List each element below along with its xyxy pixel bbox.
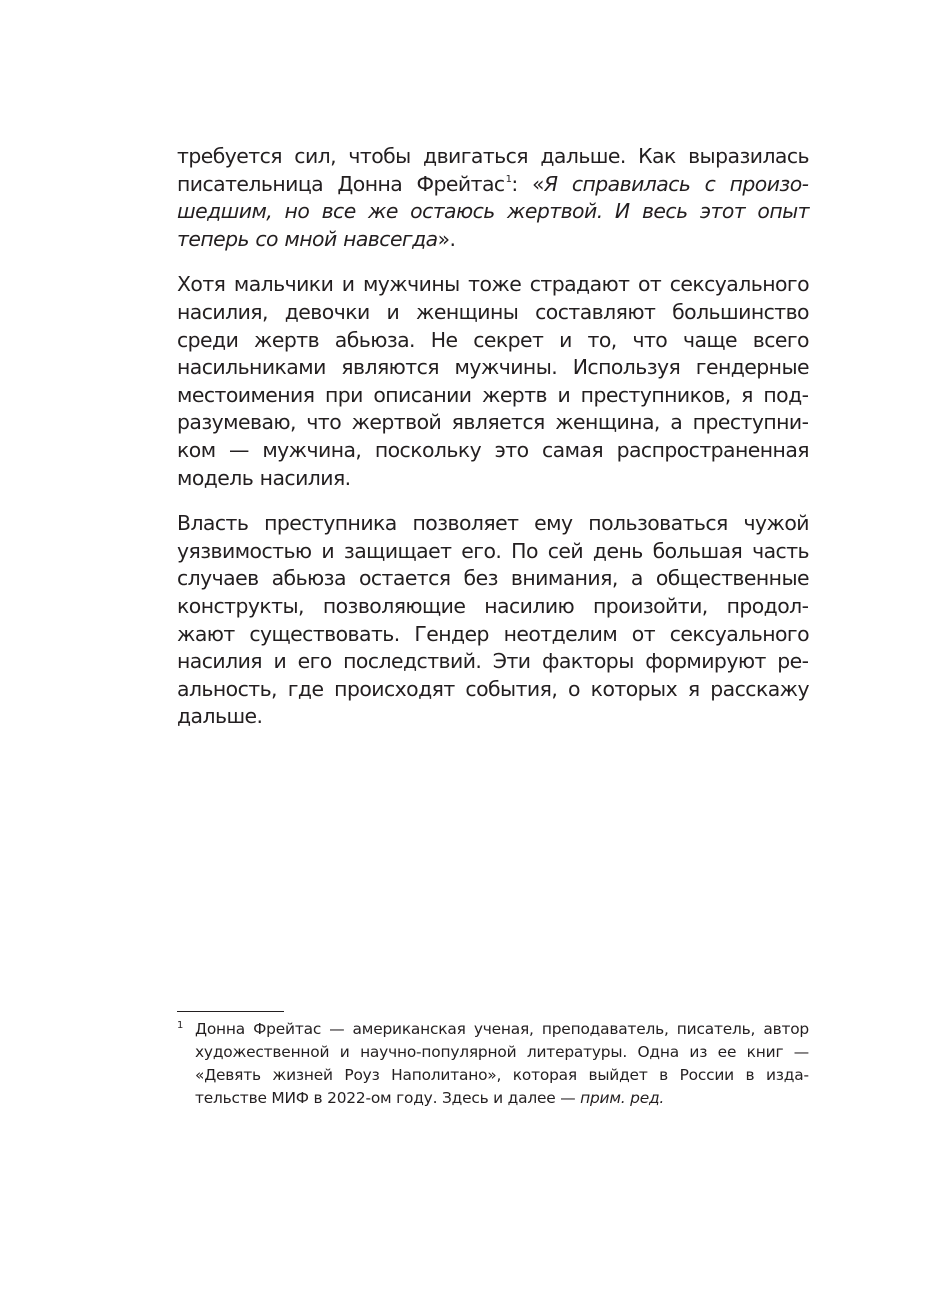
footnote-number: 1 bbox=[177, 1020, 184, 1031]
footnote-reference[interactable]: 1 bbox=[505, 173, 512, 185]
main-text bbox=[177, 143, 809, 731]
footnote-body: Донна Фрейтас — американская ученая, преподаватель, писатель, автор художественной и научно-популярной литературы. Одна из ее книг — «Девять жизней Роуз Наполитано», которая выйдет в России в издательстве МИФ в 2022-ом году. Здесь и далее — bbox=[195, 1020, 809, 1107]
paragraph-1 bbox=[177, 143, 809, 253]
paragraph-1-quote: Я справилась с произошедшим, но все же остаюсь жертвой. И весь этот опыт теперь со мной навсегда bbox=[177, 171, 809, 251]
paragraph-1-quote-open: : « bbox=[511, 171, 544, 196]
paragraph-1-quote-close: ». bbox=[437, 226, 456, 251]
footnote-separator bbox=[177, 1011, 284, 1012]
footnote bbox=[177, 1018, 809, 1110]
footnote-editor-note: прим. ред. bbox=[580, 1089, 665, 1107]
paragraph-3: Власть преступника позволяет ему пользоваться чужой уязвимостью и защищает его. По сей день большая часть случаев абьюза остается без внимания, а общественные конструкты, позволяющие насилию произойти, продолжают существовать. Гендер неотделим от сексуального насилия и его последствий. Эти факторы формируют реальность, где происходят события, о которых я расскажу дальше. bbox=[177, 511, 809, 729]
footnote-text bbox=[195, 1018, 809, 1110]
paragraph-2: Хотя мальчики и мужчины тоже страдают от сексуального насилия, девочки и женщины составляют большинство среди жертв абьюза. Не секрет и то, что чаще всего насильниками являются мужчины. Используя гендерные местоимения при описании жертв и преступников, я подразумеваю, что жертвой является женщина, а преступником — мужчина, поскольку это самая распространенная модель насилия. bbox=[177, 272, 809, 490]
paragraph-1-text: требуется сил, чтобы двигаться дальше. Как выразилась писательница Донна Фрейтас bbox=[177, 144, 809, 196]
